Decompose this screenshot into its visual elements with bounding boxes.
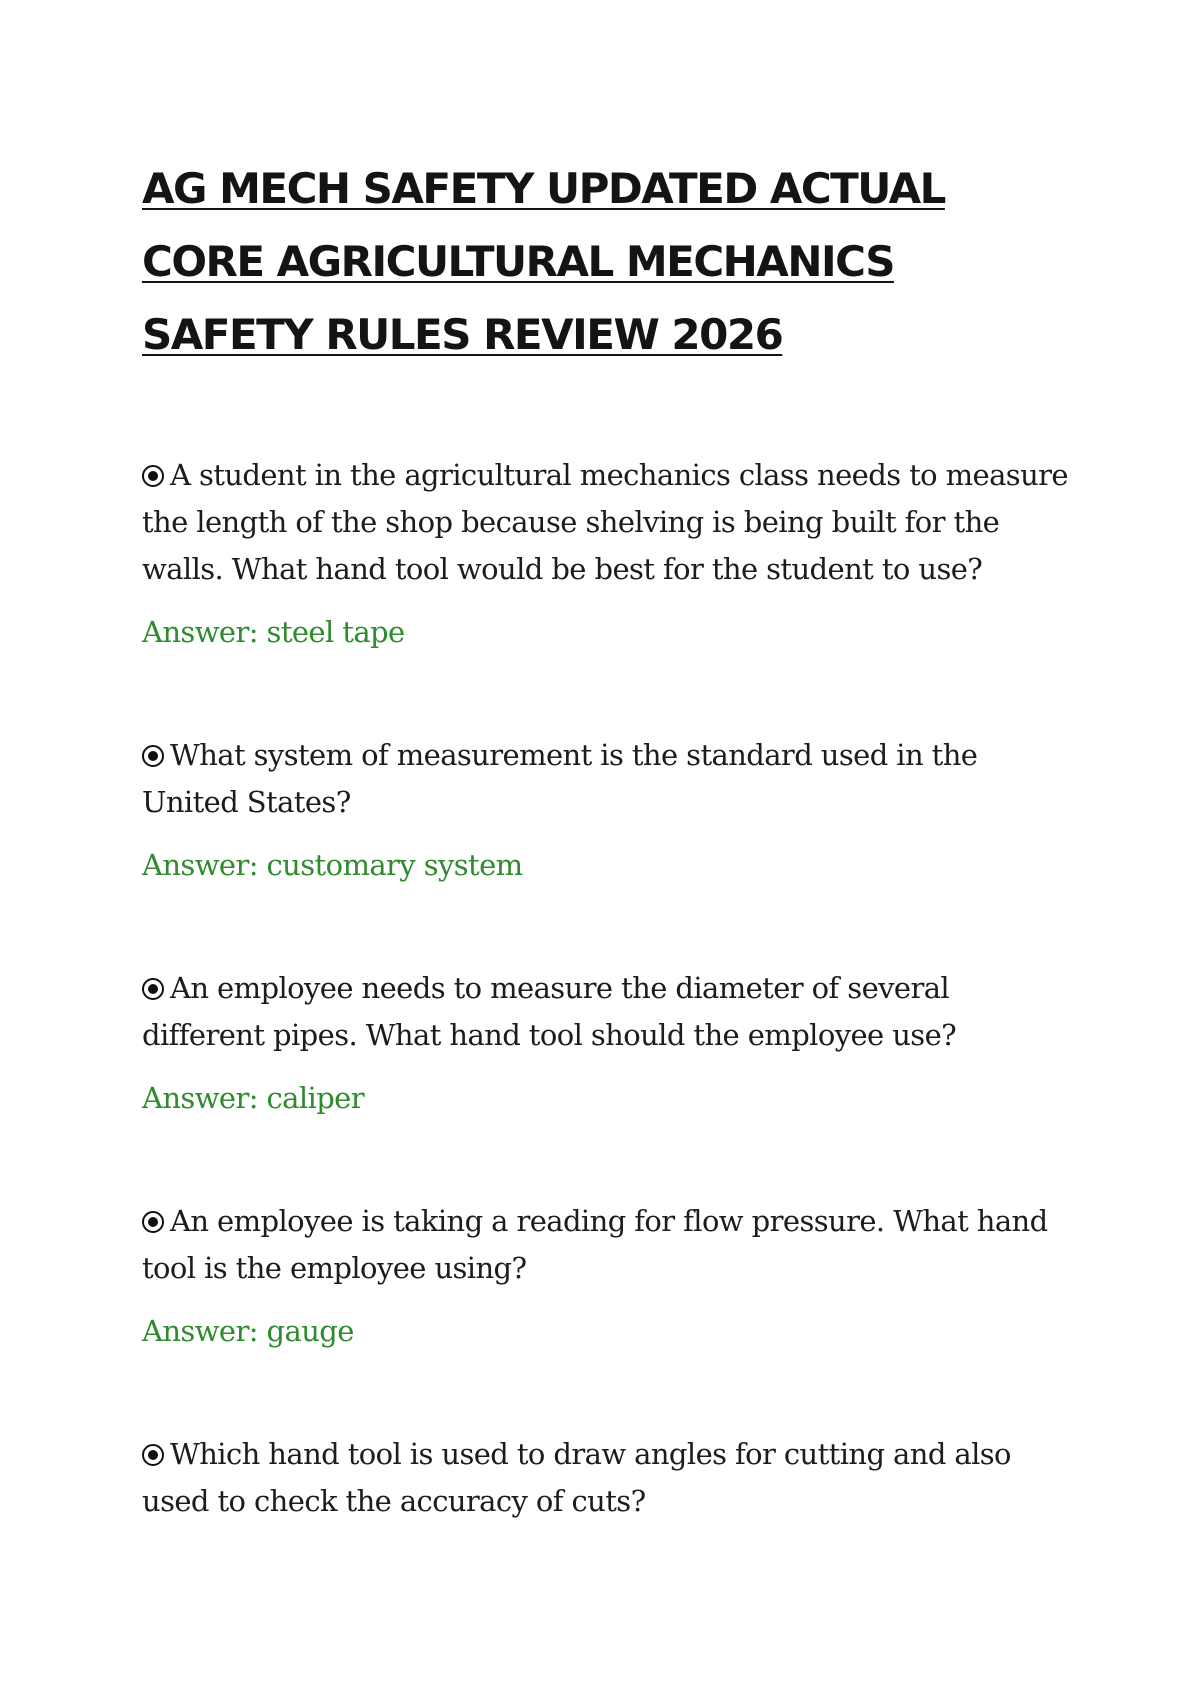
radio-bullet-icon xyxy=(142,465,164,487)
radio-bullet-icon xyxy=(142,1211,164,1233)
radio-bullet-icon xyxy=(142,745,164,767)
qa-list xyxy=(142,452,1072,1601)
document-title-text: AG MECH SAFETY UPDATED ACTUAL CORE AGRICULTURAL MECHANICS SAFETY RULES REVIEW 2026 xyxy=(142,164,945,359)
qa-item xyxy=(142,1198,1072,1355)
qa-item xyxy=(142,732,1072,889)
answer: Answer: customary system xyxy=(142,848,523,882)
answer: Answer: caliper xyxy=(142,1081,365,1115)
radio-bullet-icon xyxy=(142,978,164,1000)
qa-item xyxy=(142,1431,1072,1525)
question xyxy=(142,1198,1072,1292)
question-text: Which hand tool is used to draw angles for cutting and also used to check the accuracy of cuts? xyxy=(142,1437,1011,1518)
qa-item xyxy=(142,452,1072,656)
question-text: A student in the agricultural mechanics class needs to measure the length of the shop because shelving is being built for the walls. What hand tool would be best for the student to use? xyxy=(142,458,1068,586)
question-text: An employee needs to measure the diameter of several different pipes. What hand tool should the employee use? xyxy=(142,971,957,1052)
radio-bullet-icon xyxy=(142,1444,164,1466)
question-text: An employee is taking a reading for flow pressure. What hand tool is the employee using? xyxy=(142,1204,1048,1285)
question xyxy=(142,1431,1072,1525)
answer: Answer: steel tape xyxy=(142,615,405,649)
question xyxy=(142,965,1072,1059)
document-title xyxy=(142,152,1042,371)
qa-item xyxy=(142,965,1072,1122)
answer: Answer: gauge xyxy=(142,1314,354,1348)
question-text: What system of measurement is the standard used in the United States? xyxy=(142,738,978,819)
question xyxy=(142,452,1072,593)
question xyxy=(142,732,1072,826)
